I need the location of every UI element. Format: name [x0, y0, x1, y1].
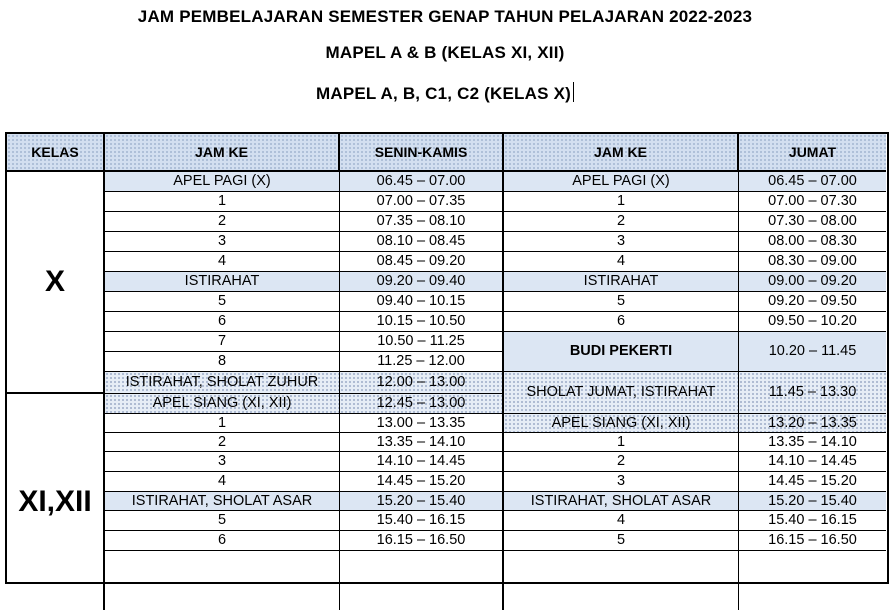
sk-jam-cell: 3 — [105, 232, 340, 252]
document-subtitle-x — [0, 82, 890, 104]
schedule-table — [5, 132, 889, 584]
jumat-jam-cell: ISTIRAHAT, SHOLAT ASAR — [504, 492, 739, 511]
jumat-jam-cell: 1 — [504, 433, 739, 452]
sk-waktu-cell: 07.00 – 07.35 — [340, 192, 504, 212]
sk-waktu-cell: 09.40 – 10.15 — [340, 292, 504, 312]
sk-waktu-cell: 11.25 – 12.00 — [340, 352, 504, 372]
subtitle-x-text: MAPEL A, B, C1, C2 (KELAS X) — [316, 84, 571, 103]
sk-jam-cell: 7 — [105, 332, 340, 352]
sk-waktu-cell: 06.45 – 07.00 — [340, 172, 504, 192]
sk-waktu-cell: 12.45 – 13.00 — [340, 394, 504, 414]
sk-jam-cell: 4 — [105, 472, 340, 492]
sk-waktu-cell: 14.10 – 14.45 — [340, 452, 504, 472]
jumat-jam-cell: 3 — [504, 232, 739, 252]
jumat-waktu-cell: 13.20 – 13.35 — [739, 414, 886, 433]
sk-jam-cell: APEL SIANG (XI, XII) — [105, 394, 340, 414]
sk-waktu-cell: 15.20 – 15.40 — [340, 492, 504, 511]
jumat-waktu-cell: 08.30 – 09.00 — [739, 252, 886, 272]
jumat-jam-cell: BUDI PEKERTI — [504, 332, 739, 372]
sk-jam-cell: ISTIRAHAT, SHOLAT ZUHUR — [105, 372, 340, 394]
sk-waktu-cell: 14.45 – 15.20 — [340, 472, 504, 492]
jumat-waktu-cell: 07.00 – 07.30 — [739, 192, 886, 212]
kelas-x-label: X — [7, 172, 105, 394]
jumat-waktu-cell: 07.30 – 08.00 — [739, 212, 886, 232]
jumat-waktu-cell: 11.45 – 13.30 — [739, 372, 886, 414]
sk-jam-cell: 1 — [105, 414, 340, 433]
sk-waktu-cell: 10.50 – 11.25 — [340, 332, 504, 352]
sk-jam-cell: 4 — [105, 252, 340, 272]
sk-jam-cell: 3 — [105, 452, 340, 472]
jumat-jam-cell: 3 — [504, 472, 739, 492]
jumat-jam-cell: 4 — [504, 511, 739, 531]
jumat-waktu-cell: 09.50 – 10.20 — [739, 312, 886, 332]
sk-waktu-cell: 08.45 – 09.20 — [340, 252, 504, 272]
sk-jam-cell: 5 — [105, 511, 340, 531]
document-subtitle-xi-xii: MAPEL A & B (KELAS XI, XII) — [325, 43, 565, 62]
jumat-jam-cell: 1 — [504, 192, 739, 212]
sk-waktu-cell: 07.35 – 08.10 — [340, 212, 504, 232]
jumat-empty-waktu-cell — [739, 551, 886, 610]
sk-jam-cell: ISTIRAHAT, SHOLAT ASAR — [105, 492, 340, 511]
kelas-xi-xii-label: XI,XII — [7, 394, 105, 610]
sk-jam-cell: APEL PAGI (X) — [105, 172, 340, 192]
header-jam-ke-senin-kamis: JAM KE — [105, 134, 340, 172]
sk-jam-cell: 2 — [105, 433, 340, 452]
jumat-jam-cell: 2 — [504, 452, 739, 472]
jumat-jam-cell: SHOLAT JUMAT, ISTIRAHAT — [504, 372, 739, 414]
sk-jam-cell: 2 — [105, 212, 340, 232]
jumat-jam-cell: 5 — [504, 292, 739, 312]
sk-jam-cell: 1 — [105, 192, 340, 212]
sk-waktu-cell: 16.15 – 16.50 — [340, 531, 504, 551]
jumat-waktu-cell: 10.20 – 11.45 — [739, 332, 886, 372]
header-jam-ke-jumat: JAM KE — [504, 134, 739, 172]
sk-empty-jam-cell — [105, 551, 340, 610]
jumat-jam-cell: ISTIRAHAT — [504, 272, 739, 292]
jumat-jam-cell: APEL SIANG (XI, XII) — [504, 414, 739, 433]
jumat-waktu-cell: 09.20 – 09.50 — [739, 292, 886, 312]
jumat-waktu-cell: 08.00 – 08.30 — [739, 232, 886, 252]
jumat-jam-cell: 5 — [504, 531, 739, 551]
jumat-jam-cell: 4 — [504, 252, 739, 272]
sk-jam-cell: 5 — [105, 292, 340, 312]
jumat-waktu-cell: 14.45 – 15.20 — [739, 472, 886, 492]
jumat-waktu-cell: 14.10 – 14.45 — [739, 452, 886, 472]
sk-empty-waktu-cell — [340, 551, 504, 610]
sk-waktu-cell: 12.00 – 13.00 — [340, 372, 504, 394]
sk-jam-cell: 6 — [105, 531, 340, 551]
document-title: JAM PEMBELAJARAN SEMESTER GENAP TAHUN PELAJARAN 2022-2023 — [137, 7, 753, 26]
jumat-waktu-cell: 13.35 – 14.10 — [739, 433, 886, 452]
header-jumat: JUMAT — [739, 134, 886, 172]
jumat-empty-jam-cell — [504, 551, 739, 610]
sk-waktu-cell: 09.20 – 09.40 — [340, 272, 504, 292]
jumat-waktu-cell: 06.45 – 07.00 — [739, 172, 886, 192]
sk-waktu-cell: 13.00 – 13.35 — [340, 414, 504, 433]
sk-waktu-cell: 08.10 – 08.45 — [340, 232, 504, 252]
jumat-waktu-cell: 09.00 – 09.20 — [739, 272, 886, 292]
sk-waktu-cell: 13.35 – 14.10 — [340, 433, 504, 452]
jumat-jam-cell: 6 — [504, 312, 739, 332]
sk-jam-cell: ISTIRAHAT — [105, 272, 340, 292]
jumat-jam-cell: 2 — [504, 212, 739, 232]
jumat-waktu-cell: 16.15 – 16.50 — [739, 531, 886, 551]
jumat-waktu-cell: 15.40 – 16.15 — [739, 511, 886, 531]
sk-jam-cell: 6 — [105, 312, 340, 332]
sk-jam-cell: 8 — [105, 352, 340, 372]
jumat-jam-cell: APEL PAGI (X) — [504, 172, 739, 192]
jumat-waktu-cell: 15.20 – 15.40 — [739, 492, 886, 511]
header-senin-kamis: SENIN-KAMIS — [340, 134, 504, 172]
sk-waktu-cell: 10.15 – 10.50 — [340, 312, 504, 332]
sk-waktu-cell: 15.40 – 16.15 — [340, 511, 504, 531]
text-cursor — [573, 82, 574, 102]
header-kelas: KELAS — [7, 134, 105, 172]
